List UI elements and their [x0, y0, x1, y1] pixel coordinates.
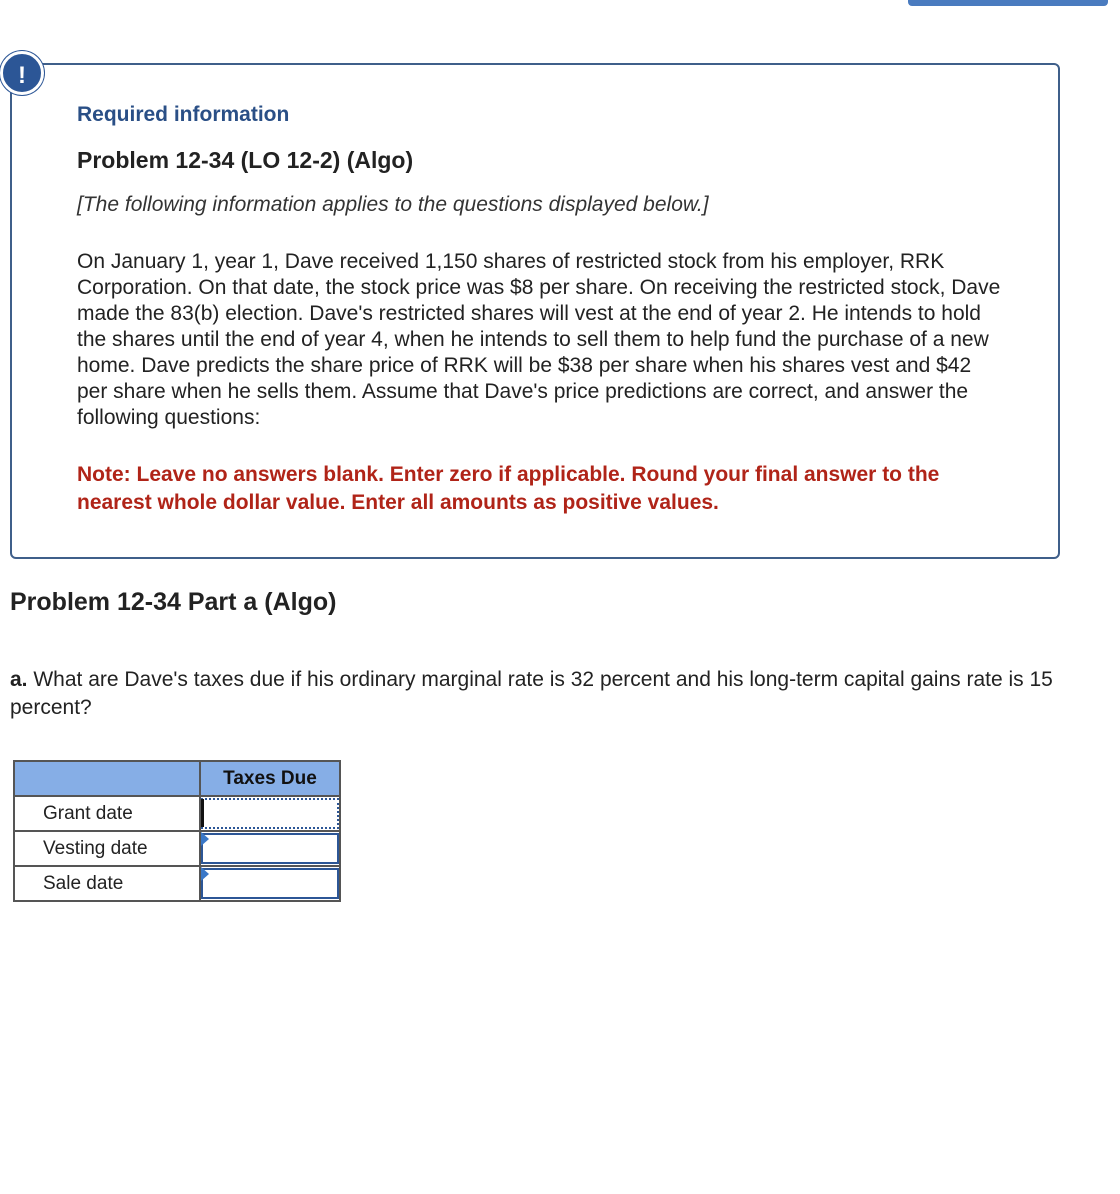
table-row	[14, 796, 340, 831]
scenario-text: On January 1, year 1, Dave received 1,150 shares of restricted stock from his employer, RRK Corporation. On that date, the stock price was $8 per share. On receiving the restricted stock, Dave made the 83(b) election. Dave's restricted shares will vest at the end of year 2. He intends to hold the shares until the end of year 4, when he intends to sell them to help fund the purchase of a new home. Dave predicts the share price of RRK will be $38 per share when his shares vest and $42 per share when he sells them. Assume that Dave's price predictions are correct, and answer the following questions:	[77, 250, 1001, 429]
grant-date-taxes-input[interactable]	[201, 798, 339, 829]
row-label-vesting-date: Vesting date	[14, 831, 200, 866]
table-header-row	[14, 761, 340, 796]
question-letter: a.	[10, 668, 28, 691]
top-progress-bar	[908, 0, 1108, 6]
row-label-sale-date: Sale date	[14, 866, 200, 901]
table-row	[14, 866, 340, 901]
cell-marker-icon	[201, 832, 209, 846]
table-header-blank	[14, 761, 200, 796]
sale-date-cell	[200, 866, 340, 901]
taxes-due-header: Taxes Due	[200, 761, 340, 796]
note-text: Note: Leave no answers blank. Enter zero if applicable. Round your final answer to the nearest whole dollar value. Enter all amounts as positive values.	[77, 463, 940, 514]
required-info-box	[10, 63, 1060, 559]
sale-date-taxes-input[interactable]	[201, 868, 339, 899]
part-title: Problem 12-34 Part a (Algo)	[10, 588, 337, 616]
required-info-label: Required information	[77, 103, 290, 126]
alert-icon: !	[0, 51, 44, 95]
problem-title: Problem 12-34 (LO 12-2) (Algo)	[77, 147, 414, 173]
vesting-date-cell	[200, 831, 340, 866]
grant-date-cell	[200, 796, 340, 831]
table-row	[14, 831, 340, 866]
cell-marker-icon	[201, 867, 209, 881]
applies-text: [The following information applies to the questions displayed below.]	[77, 193, 709, 216]
vesting-date-taxes-input[interactable]	[201, 833, 339, 864]
row-label-grant-date: Grant date	[14, 796, 200, 831]
answer-table	[13, 760, 341, 902]
question-body: What are Dave's taxes due if his ordinary marginal rate is 32 percent and his long-term capital gains rate is 15 percent?	[10, 668, 1053, 719]
question-text	[10, 666, 1100, 722]
text-cursor	[201, 799, 204, 827]
